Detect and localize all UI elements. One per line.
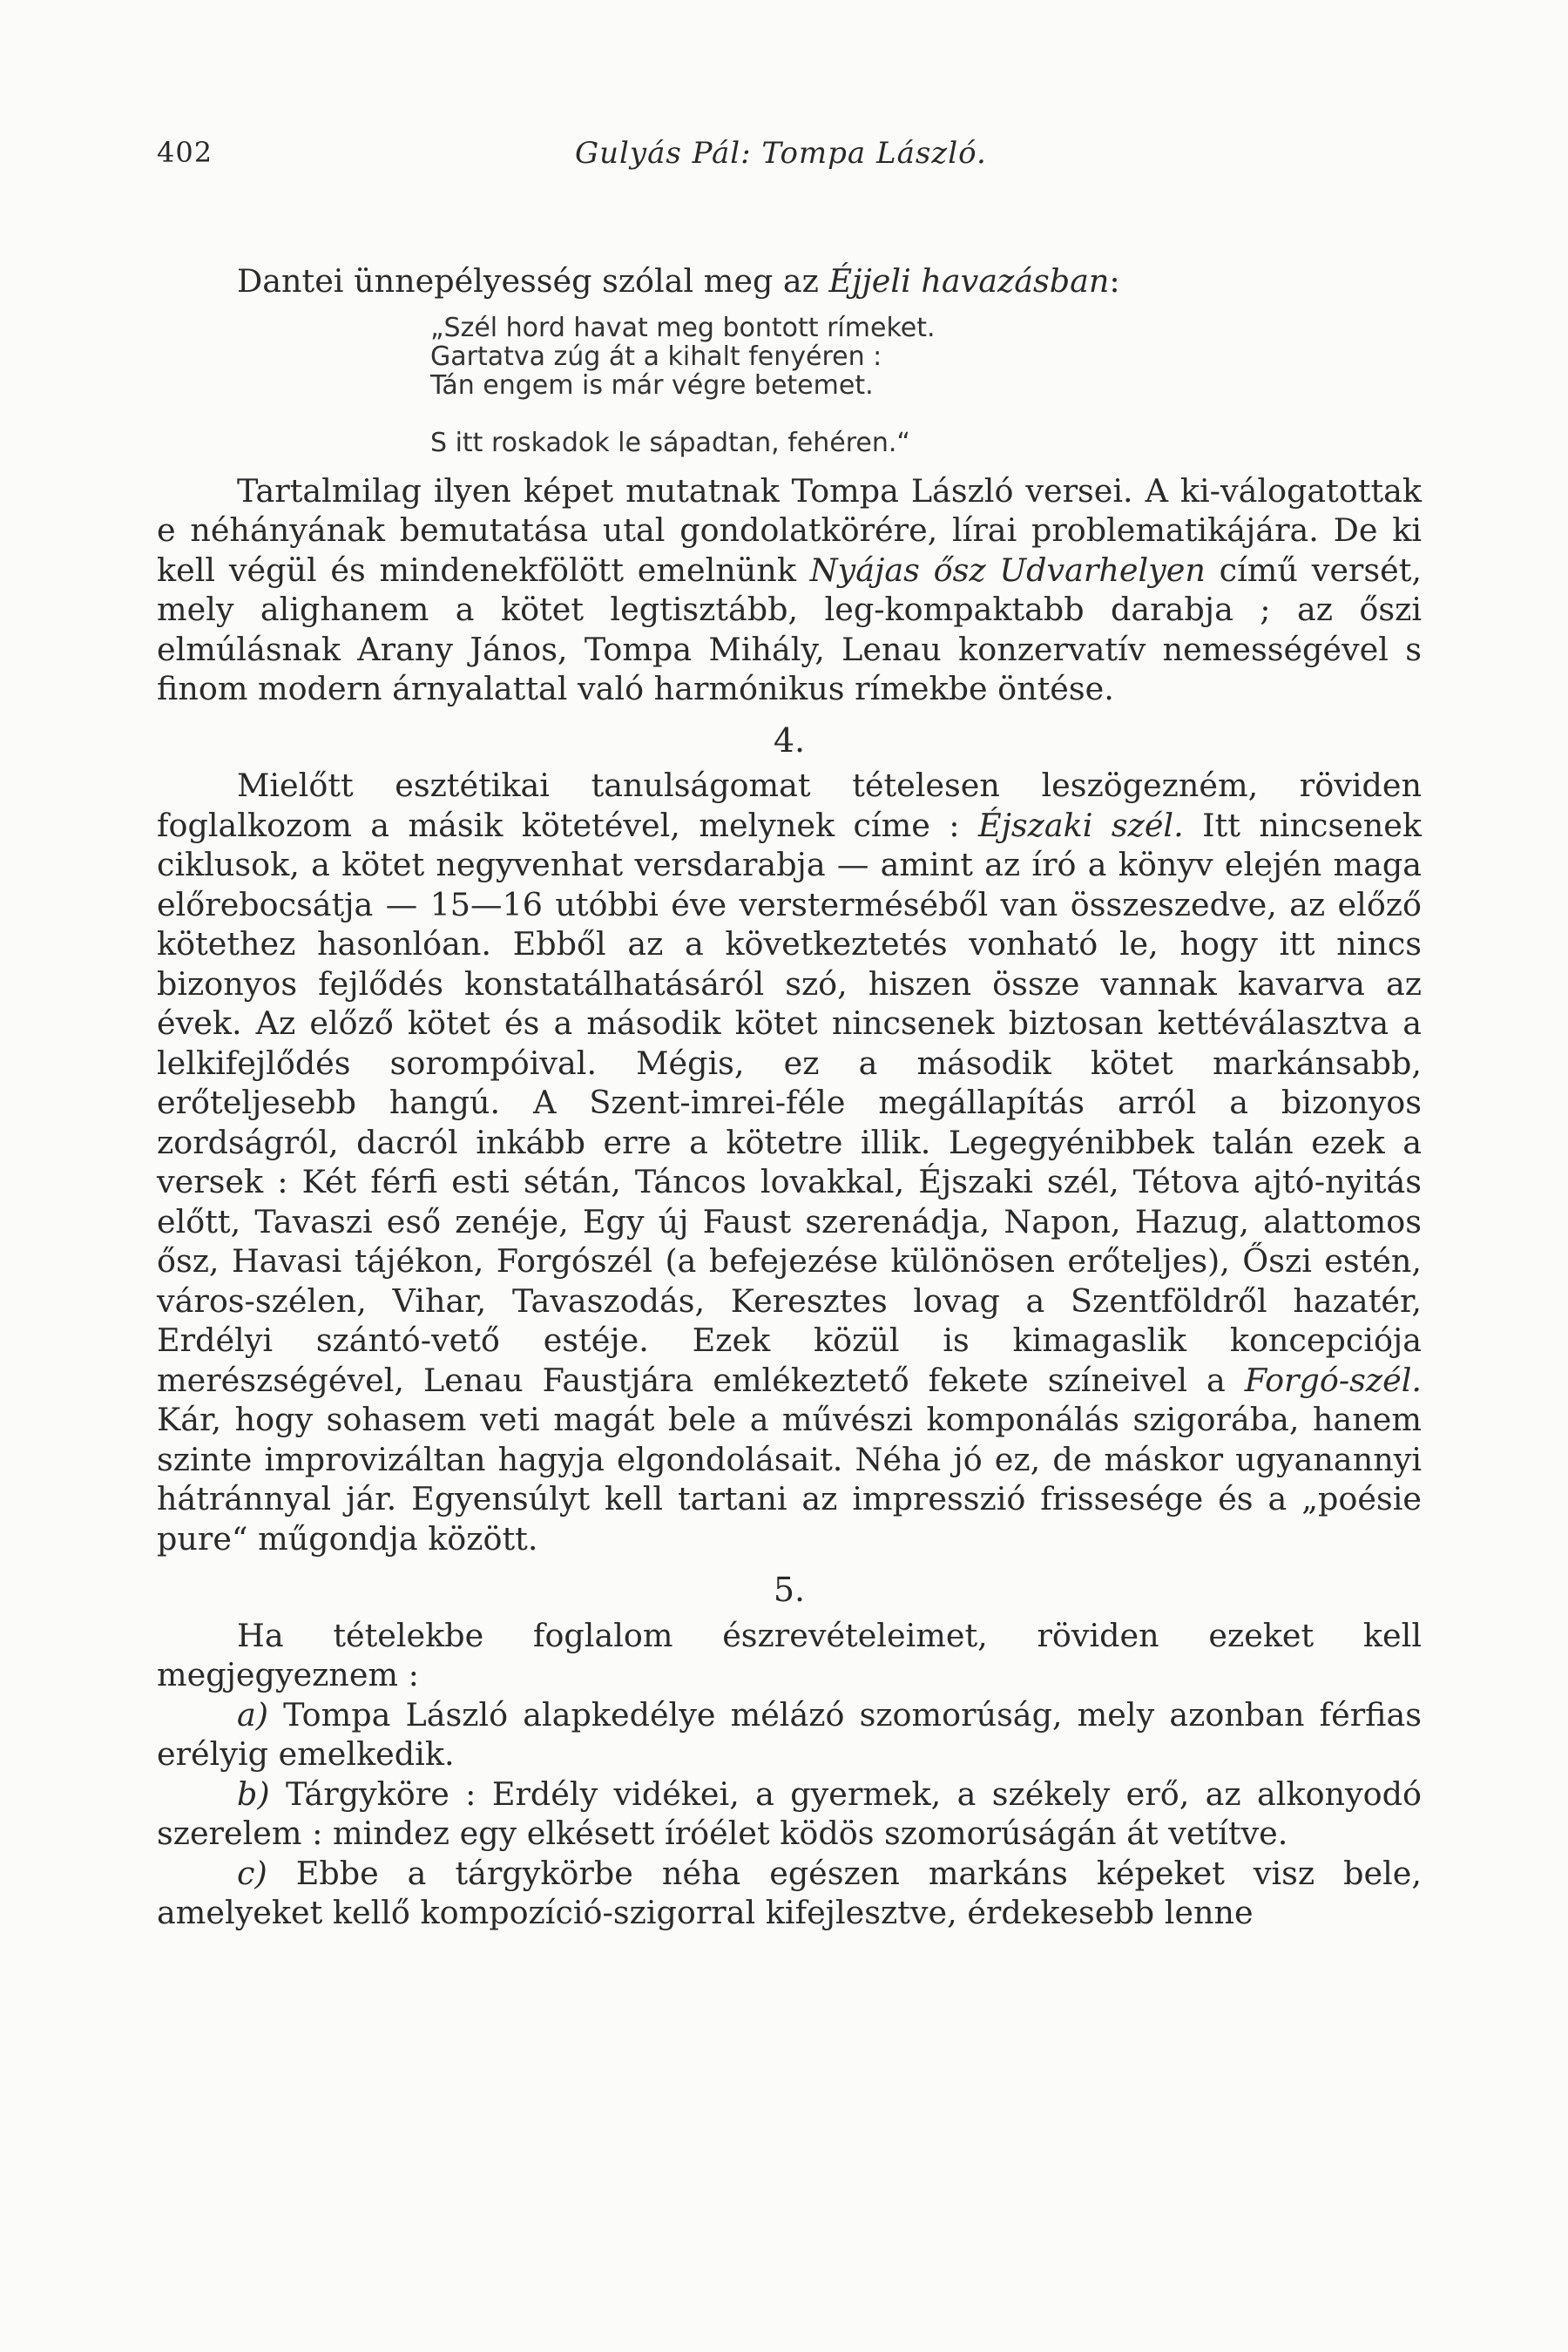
poem-quote (430, 314, 1422, 457)
poem-line: Tán engem is már végre betemet. (430, 369, 874, 401)
page-number: 402 (157, 136, 213, 169)
poem-title: Éjjeli havazásban (828, 262, 1110, 300)
poem-title: Nyájas ősz Udvarhelyen (809, 551, 1206, 589)
poem-title: Forgó-szél. (1244, 1361, 1422, 1399)
list-item-b: b) Tárgyköre : Erdély vidékei, a gyermek, a székely erő, az alkonyodó szerelem : mindez egy elkésett íróélet ködös szomorúságán át vetítve. (157, 1774, 1422, 1852)
poem-line: Gartatva zúg át a kihalt fenyéren : (430, 341, 882, 372)
section-number-5: 5. (773, 1571, 806, 1609)
list-item-c: c) Ebbe a tárgykörbe néha egészen markáns képeket visz bele, amelyeket kellő kompozíció-szigorral kifejlesztve, érdekesebb lenne (157, 1854, 1422, 1931)
page-header (157, 136, 1411, 188)
paragraph-3: Ha tételekbe foglalom észrevételeimet, röviden ezeket kell megjegyeznem : (157, 1616, 1422, 1693)
item-label: c) (237, 1854, 267, 1892)
paragraph-1: Tartalmilag ilyen képet mutatnak Tompa László versei. A ki-válogatottak e néhányának bemutatása utal gondolatkörére, lírai problematikájára. De ki kell végül és mindenekfölött emelnünk Nyájas ősz Udvarhelyen című versét, mely alighanem a kötet legtisztább, leg-kompaktabb darabja ; az őszi elmúlásnak Arany János, Tompa Mihály, Lenau konzervatív nemességével s finom modern árnyalattal való harmónikus rímekbe öntése. (157, 471, 1422, 707)
stanza-gap (430, 400, 1422, 429)
body-text (157, 261, 1422, 1933)
book-title: Éjszaki szél. (977, 806, 1184, 844)
running-title: Gulyás Pál: Tompa László. (575, 136, 987, 171)
poem-line: „Szél hord havat meg bontott rímeket. (430, 312, 936, 343)
section-number-4: 4. (773, 720, 806, 760)
item-label: b) (237, 1774, 270, 1813)
item-label: a) (237, 1695, 269, 1734)
paragraph-2: Mielőtt esztétikai tanulságomat tételesen leszögezném, röviden foglalkozom a másik kötetével, melynek címe : Éjszaki szél. Itt nincsenek ciklusok, a kötet negyvenhat versdarabja — amint az író a könyv elején maga előrebocsátja — 15—16 utóbbi éve versterméséből van összeszedve, az előző kötethez hasonlóan. Ebből az a következtetés vonható le, hogy itt nincs bizonyos fejlődés konstatálhatásáról szó, hiszen össze vannak kavarva az évek. Az előző kötet és a második kötet nincsenek biztosan kettéválasztva a lelkifejlődés sorompóival. Mégis, ez a második kötet markánsabb, erőteljesebb hangú. A Szent-imrei-féle megállapítás arról a bizonyos zordságról, dacról inkább erre a kötetre illik. Legegyénibbek talán ezek a versek : Két férfi esti sétán, Táncos lovakkal, Éjszaki szél, Tétova ajtó-nyitás előtt, Tavaszi eső zenéje, Egy új Faust szerenádja, Napon, Hazug, alattomos ősz, Havasi tájékon, Forgószél (a befejezése különösen erőteljes), Őszi estén, város-szélen, Vihar, Tavaszodás, Keresztes lovag a Szentföldről hazatér, Erdélyi szántó-vető estéje. Ezek közül is kimagaslik koncepciója merészségével, Lenau Faustjára emlékeztető fekete színeivel a Forgó-szél. Kár, hogy sohasem veti magát bele a művészi komponálás szigorába, hanem szinte improvizáltan hagyja elgondolásait. Néha jó ez, de máskor ugyanannyi hátránnyal jár. Egyensúlyt kell tartani az impresszió frissesége és a „poésie pure“ műgondja között. (157, 767, 1423, 1558)
intro-paragraph: Dantei ünnepélyesség szólal meg az Éjjeli havazásban: (237, 262, 1120, 300)
list-item-a: a) Tompa László alapkedélye mélázó szomorúság, mely azonban férfias erélyig emelkedik. (157, 1695, 1422, 1773)
poem-line: S itt roskadok le sápadtan, fehéren.“ (430, 427, 910, 458)
